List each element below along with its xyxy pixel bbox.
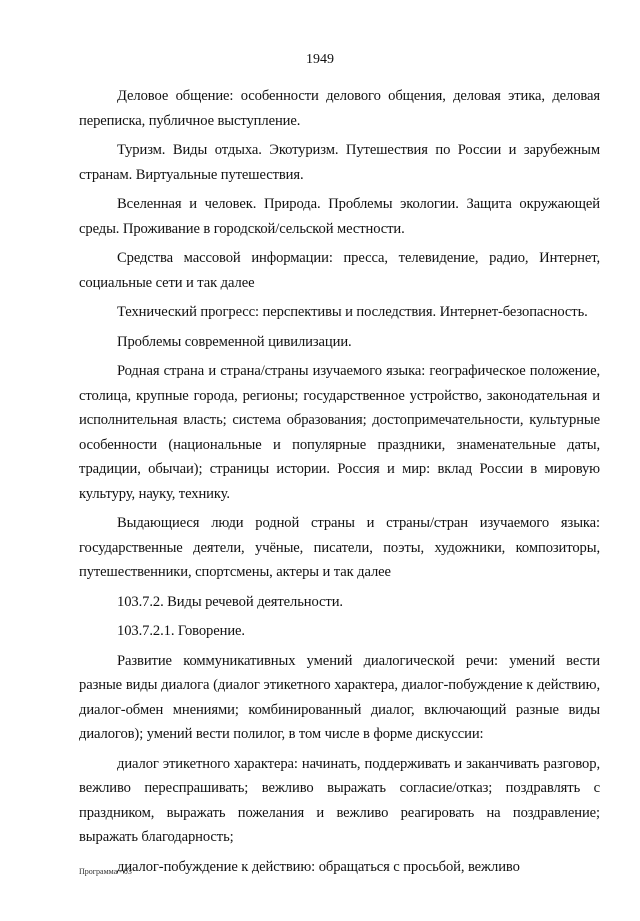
paragraph-tourism: Туризм. Виды отдыха. Экотуризм. Путешествия по России и зарубежным странам. Виртуальные путешествия. [79, 142, 600, 183]
section-heading-speech-activity: 103.7.2. Виды речевой деятельности. [117, 593, 343, 610]
paragraph-etiquette-dialogue: диалог этикетного характера: начинать, поддерживать и заканчивать разговор, вежливо переспрашивать; вежливо выражать согласие/отказ; поздравлять с праздником, выражать пожелания и вежливо реагировать на поздравление; выражать благодарность; [79, 755, 600, 845]
document-body [79, 84, 600, 884]
paragraph-technical-progress: Технический прогресс: перспективы и последствия. Интернет-безопасность. [117, 304, 588, 320]
footer-program-label: Программа - 03 [79, 867, 132, 876]
paragraph-outstanding-people: Выдающиеся люди родной страны и страны/стран изучаемого языка: государственные деятели, учёные, писатели, поэты, художники, композиторы, путешественники, спортсмены, актеры и так далее [79, 515, 600, 580]
paragraph-native-country: Родная страна и страна/страны изучаемого языка: географическое положение, столица, крупные города, регионы; государственное устройство, законодательная и исполнительная власть; система образования; достопримечательности, культурные особенности (национальные и популярные праздники, знаменательные даты, традиции, обычаи); страницы истории. Россия и мир: вклад России в мировую культуру, науку, технику. [79, 363, 600, 502]
paragraph-dialogic-skills: Развитие коммуникативных умений диалогической речи: умений вести разные виды диалога (диалог этикетного характера, диалог-побуждение к действию, диалог-обмен мнениями; комбинированный диалог, включающий разные виды диалогов); умений вести полилог, в том числе в форме дискуссии: [79, 652, 600, 742]
paragraph-business-communication: Деловое общение: особенности делового общения, деловая этика, деловая переписка, публичное выступление. [79, 88, 600, 129]
section-heading-speaking: 103.7.2.1. Говорение. [117, 623, 245, 639]
paragraph-incentive-dialogue: диалог-побуждение к действию: обращаться с просьбой, вежливо [117, 858, 520, 875]
paragraph-mass-media: Средства массовой информации: пресса, телевидение, радио, Интернет, социальные сети и так далее [79, 250, 600, 291]
page-number: 1949 [306, 52, 334, 67]
paragraph-universe-and-human: Вселенная и человек. Природа. Проблемы экологии. Защита окружающей среды. Проживание в городской/сельской местности. [79, 196, 600, 237]
paragraph-civilization-problems: Проблемы современной цивилизации. [117, 333, 352, 350]
